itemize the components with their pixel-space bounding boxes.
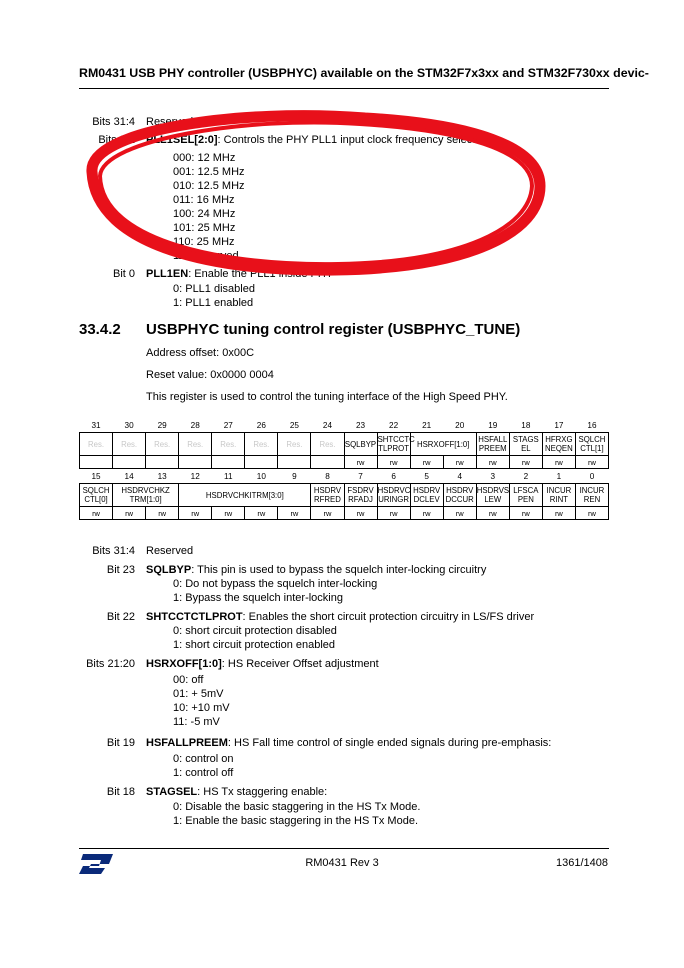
access-cell: rw: [509, 456, 542, 469]
field-shtcctctlprot: [377, 433, 415, 456]
footer-rule: [79, 848, 609, 849]
access-cell: rw: [311, 507, 344, 520]
field-lfscapen: [509, 484, 542, 507]
access-cell: rw: [443, 507, 476, 520]
access-cell: rw: [113, 507, 146, 520]
bit-number: 27: [223, 420, 233, 430]
access-cell: rw: [542, 507, 575, 520]
field-label-line: HFRXG: [545, 435, 573, 444]
field-hsdrvchkitrm: HSDRVCHKITRM[3:0]: [179, 484, 311, 507]
field-hfrxgneqen: [542, 433, 575, 456]
bit-number: 11: [224, 471, 233, 481]
bit-number: 21: [422, 420, 432, 430]
reserved-cell: Res.: [113, 433, 146, 456]
access-cell: [179, 456, 212, 469]
field-label-line: HSDRVCHKZ: [121, 486, 170, 495]
access-cell: rw: [443, 456, 476, 469]
field-label-line: HSDRV: [313, 486, 342, 495]
field-description: : HS Tx staggering enable:: [197, 786, 328, 798]
value-item: 01: + 5mV: [173, 688, 224, 700]
field-hsdrvrfred: [311, 484, 344, 507]
field-label-line: SQLCH: [82, 486, 110, 495]
field-sqlchctl0: [80, 484, 113, 507]
field-bits-label: Bits 31:4: [92, 116, 135, 128]
register-bit-table: [79, 418, 609, 520]
red-ellipse-annotation: [0, 0, 684, 340]
value-item: 100: 24 MHz: [173, 208, 236, 220]
field-label-line: TRM[1:0]: [129, 495, 162, 504]
value-item: 101: 25 MHz: [173, 222, 236, 234]
value-item: 0: short circuit protection disabled: [173, 625, 337, 637]
bit-number: 18: [521, 420, 531, 430]
field-bits-label: Bits 3:1: [98, 134, 135, 146]
field-description: : Enables the short circuit protection circuitry in LS/FS driver: [242, 611, 535, 623]
bit-number: 24: [322, 420, 333, 430]
reserved-cell: Res.: [146, 433, 179, 456]
field-label-line: DCCUR: [445, 495, 474, 504]
field-shtcctctlprot-row: [146, 611, 534, 623]
field-label-line: RINT: [549, 495, 568, 504]
access-cell: rw: [542, 456, 575, 469]
bit-number: 28: [190, 420, 200, 430]
field-description: Reserved: [146, 116, 194, 128]
field-label-line: INCUR: [546, 486, 572, 495]
section-number: 33.4.2: [79, 321, 121, 338]
field-bits-label: Bit 0: [112, 268, 135, 280]
access-cell: rw: [575, 507, 608, 520]
value-item: 1: control off: [173, 767, 234, 779]
access-cell: rw: [212, 507, 245, 520]
field-hsdrvchkztrm: [113, 484, 179, 507]
field-label-line: LEW: [484, 495, 502, 504]
field-hsdrvdclev: [410, 484, 443, 507]
access-cell: rw: [377, 456, 410, 469]
field-label-line: PREEM: [478, 444, 507, 453]
access-cell: [146, 456, 179, 469]
reserved-cell: Res.: [245, 433, 278, 456]
field-name-row: [80, 433, 609, 456]
value-item: 110: 25 MHz: [173, 236, 235, 248]
field-name: HSFALLPREEM: [146, 737, 228, 749]
bit-number: 12: [190, 471, 200, 481]
bit-number: 16: [587, 420, 597, 430]
field-description: : Enable the PLL1 inside PHY: [188, 268, 334, 280]
bit-number: 30: [124, 420, 134, 430]
field-bits-label: Bit 23: [106, 564, 135, 576]
value-item: 0: Disable the basic staggering in the HS Tx Mode.: [173, 801, 421, 813]
access-cell: rw: [179, 507, 212, 520]
value-item: 0: control on: [173, 753, 234, 765]
field-hsfallpreem: [476, 433, 509, 456]
field-name: STAGSEL: [146, 786, 198, 798]
value-item: 011: 16 MHz: [173, 194, 235, 206]
address-offset: Address offset: 0x00C: [146, 347, 255, 359]
reserved-cell: Res.: [278, 433, 311, 456]
access-row: [80, 456, 609, 469]
value-item: 000: 12 MHz: [173, 152, 236, 164]
bit-number: 20: [455, 420, 465, 430]
field-sqlbyp: SQLBYP: [344, 433, 377, 456]
field-name: PLL1SEL[2:0]: [146, 134, 218, 146]
bit-number: 9: [292, 471, 297, 481]
section-title: USBPHYC tuning control register (USBPHYC_TUNE): [146, 321, 521, 338]
field-name: HSRXOFF[1:0]: [146, 658, 222, 670]
field-label-line: SHTCCTC: [377, 435, 415, 444]
field-name-row: [80, 484, 609, 507]
reserved-cell: Res.: [80, 433, 113, 456]
access-cell: rw: [575, 456, 608, 469]
bit-number: 17: [554, 420, 564, 430]
bit-number: 0: [589, 471, 595, 481]
bit-number: 29: [157, 420, 167, 430]
value-item: 1: Enable the basic staggering in the HS Tx Mode.: [173, 815, 418, 827]
access-cell: rw: [80, 507, 113, 520]
field-label-line: CTL[0]: [84, 495, 108, 504]
field-bits-label: Bit 19: [106, 737, 135, 749]
value-item: 0: PLL1 disabled: [173, 283, 255, 295]
bit-number: 7: [358, 471, 363, 481]
field-hsrxoff: HSRXOFF[1:0]: [410, 433, 476, 456]
bit-number: 5: [424, 471, 429, 481]
field-label-line: HSDRVC: [377, 486, 411, 495]
value-item: 10: +10 mV: [173, 702, 230, 714]
field-label-line: HSDRV: [413, 486, 441, 495]
access-cell: [113, 456, 146, 469]
bit-number: 31: [91, 420, 101, 430]
register-intro: This register is used to control the tuning interface of the High Speed PHY.: [146, 391, 508, 403]
field-label-line: PEN: [517, 495, 534, 504]
bit-number: 25: [289, 420, 299, 430]
value-item: 010: 12.5 MHz: [173, 180, 245, 192]
value-item: 1: PLL1 enabled: [173, 297, 254, 309]
field-description: : This pin is used to bypass the squelch inter-locking circuitry: [191, 564, 487, 576]
access-cell: rw: [245, 507, 278, 520]
field-name: PLL1EN: [146, 268, 189, 280]
bit-number-row: [80, 418, 609, 433]
bit-number: 4: [457, 471, 462, 481]
field-label-line: LFSCA: [513, 486, 539, 495]
bit-number: 19: [488, 420, 498, 430]
value-item: 00: off: [173, 674, 204, 686]
access-cell: rw: [344, 507, 377, 520]
field-sqlbyp-row: [146, 564, 486, 576]
access-cell: rw: [146, 507, 179, 520]
field-description: : Controls the PHY PLL1 input clock frequency selection: [217, 134, 491, 146]
field-hsdrvcuringr: [377, 484, 410, 507]
bit-number: 2: [523, 471, 529, 481]
field-label-line: INCUR: [579, 486, 605, 495]
value-item: 1: short circuit protection enabled: [173, 639, 336, 651]
bit-number: 1: [556, 471, 562, 481]
field-hsdrvslew: [476, 484, 509, 507]
access-cell: rw: [410, 456, 443, 469]
value-item: 001: 12.5 MHz: [173, 166, 245, 178]
field-incurren: [575, 484, 608, 507]
reserved-cell: Res.: [311, 433, 344, 456]
field-label-line: REN: [583, 495, 601, 504]
page-header-title: RM0431 USB PHY controller (USBPHYC) available on the STM32F7x3xx and STM32F730xx devic-: [79, 66, 649, 80]
field-label-line: TLPROT: [378, 444, 409, 453]
field-hsfallpreem-row: [146, 737, 551, 749]
field-incurrint: [542, 484, 575, 507]
value-item: 111: reserved: [173, 250, 239, 262]
field-hsrxoff-row: [146, 658, 379, 670]
access-cell: rw: [509, 507, 542, 520]
reset-value: Reset value: 0x0000 0004: [146, 369, 274, 381]
access-cell: rw: [377, 507, 410, 520]
value-item: 11: -5 mV: [173, 716, 220, 728]
field-label-line: RFADJ: [348, 495, 373, 504]
field-label-line: HSDRVS: [476, 486, 510, 495]
access-cell: [245, 456, 278, 469]
field-label-line: HSFALL: [478, 435, 508, 444]
access-cell: rw: [476, 507, 509, 520]
field-label-line: RFRED: [314, 495, 341, 504]
bit-number: 8: [325, 471, 330, 481]
field-label-line: FSDRV: [347, 486, 374, 495]
bit-number: 3: [490, 471, 496, 481]
field-bits-label: Bit 22: [106, 611, 135, 623]
bit-number: 23: [355, 420, 366, 430]
bit-number: 26: [256, 420, 266, 430]
footer-doc-revision: RM0431 Rev 3: [305, 857, 379, 869]
field-label-line: DCLEV: [413, 495, 440, 504]
field-description: : HS Receiver Offset adjustment: [221, 658, 379, 670]
access-row: [80, 507, 609, 520]
field-description: Reserved: [146, 545, 194, 557]
field-name: SHTCCTCTLPROT: [146, 611, 243, 623]
access-cell: rw: [344, 456, 377, 469]
field-stagsel: [509, 433, 542, 456]
reserved-cell: Res.: [179, 433, 212, 456]
field-label-line: STAGS: [512, 435, 539, 444]
access-cell: [311, 456, 344, 469]
field-sqlchctl1: [575, 433, 608, 456]
footer-page-number: 1361/1408: [556, 857, 608, 869]
bit-number: 14: [124, 471, 134, 481]
access-cell: [212, 456, 245, 469]
access-cell: [80, 456, 113, 469]
bit-number: 15: [91, 471, 101, 481]
field-description: : HS Fall time control of single ended signals during pre-emphasis:: [227, 737, 552, 749]
bit-number: 22: [389, 420, 399, 430]
field-label-line: URINGR: [378, 495, 409, 504]
value-item: 0: Do not bypass the squelch inter-locking: [173, 578, 378, 590]
field-hsdrvdccur: [443, 484, 476, 507]
field-label-line: CTL[1]: [580, 444, 604, 453]
bit-number: 6: [391, 471, 396, 481]
value-item: 1: Bypass the squelch inter-locking: [173, 592, 343, 604]
access-cell: rw: [278, 507, 311, 520]
access-cell: [278, 456, 311, 469]
field-label-line: SQLCH: [578, 435, 606, 444]
field-fsdrvrfadj: [344, 484, 377, 507]
bit-number: 13: [157, 471, 167, 481]
access-cell: rw: [476, 456, 509, 469]
field-label-line: EL: [521, 444, 531, 453]
access-cell: rw: [410, 507, 443, 520]
field-name: SQLBYP: [146, 564, 192, 576]
reserved-cell: Res.: [212, 433, 245, 456]
field-stagsel-row: [146, 786, 327, 798]
field-label-line: HSDRV: [446, 486, 474, 495]
bit-number: 10: [256, 471, 266, 481]
field-label-line: NEQEN: [545, 444, 573, 453]
field-bits-label: Bits 21:20: [86, 658, 135, 670]
field-bits-label: Bit 18: [106, 786, 135, 798]
bit-number-row: [80, 469, 609, 484]
field-bits-label: Bits 31:4: [92, 545, 135, 557]
